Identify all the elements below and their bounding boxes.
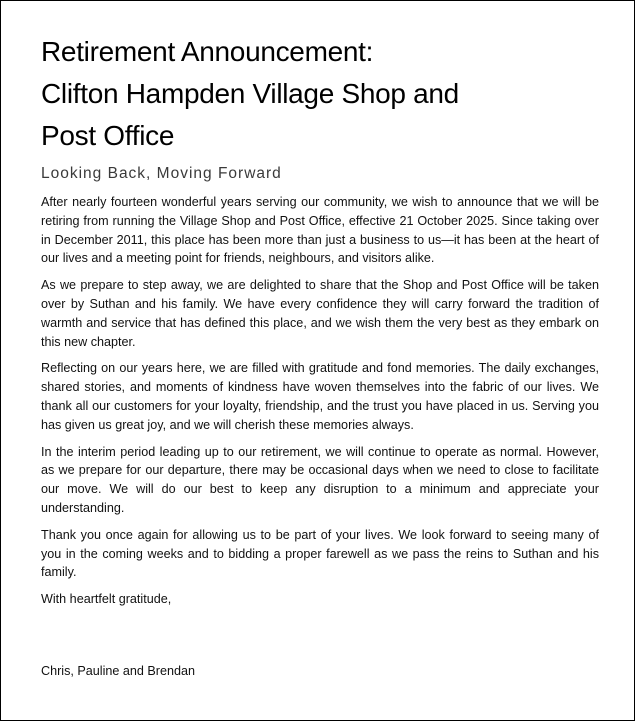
paragraph-interim-period: In the interim period leading up to our retirement, we will continue to operate as normal. However, as we prepare for our departure, there may be occasional days when we need to close to facilitate our move. We will do our best to keep any disruption to a minimum and appreciate your understanding. bbox=[41, 444, 599, 515]
page-subtitle: Looking Back, Moving Forward bbox=[41, 165, 282, 182]
announcement-content bbox=[41, 31, 599, 609]
paragraph-new-owners: As we prepare to step away, we are delighted to share that the Shop and Post Office will be taken over by Suthan and his family. We have every confidence they will carry forward the tradition of warmth and service that has defined this place, and we wish them the very best as they embark on this new chapter. bbox=[41, 278, 599, 349]
title-line-1: Retirement Announcement: bbox=[41, 36, 374, 67]
paragraph-retirement-notice: After nearly fourteen wonderful years serving our community, we wish to announce that we will be retiring from running the Village Shop and Post Office, effective 21 October 2025. Since taking over in December 2011, this place has been more than just a business to us—it has been at the heart of our lives and a meeting point for friends, neighbours, and visitors alike. bbox=[41, 195, 599, 266]
closing-line: With heartfelt gratitude, bbox=[41, 592, 172, 607]
page-title bbox=[41, 31, 599, 157]
paragraph-reflection: Reflecting on our years here, we are filled with gratitude and fond memories. The daily exchanges, shared stories, and moments of kindness have woven themselves into the fabric of our lives. We thank all our customers for your loyalty, friendship, and the trust you have placed in us. Serving you has given us great joy, and we will cherish these memories always. bbox=[41, 361, 599, 432]
signature: Chris, Pauline and Brendan bbox=[41, 664, 196, 678]
title-line-3: Post Office bbox=[41, 120, 175, 151]
title-line-2: Clifton Hampden Village Shop and bbox=[41, 78, 459, 109]
paragraph-thank-you: Thank you once again for allowing us to be part of your lives. We look forward to seeing many of you in the coming weeks and to bidding a proper farewell as we pass the reins to Suthan and his family. bbox=[41, 527, 599, 580]
